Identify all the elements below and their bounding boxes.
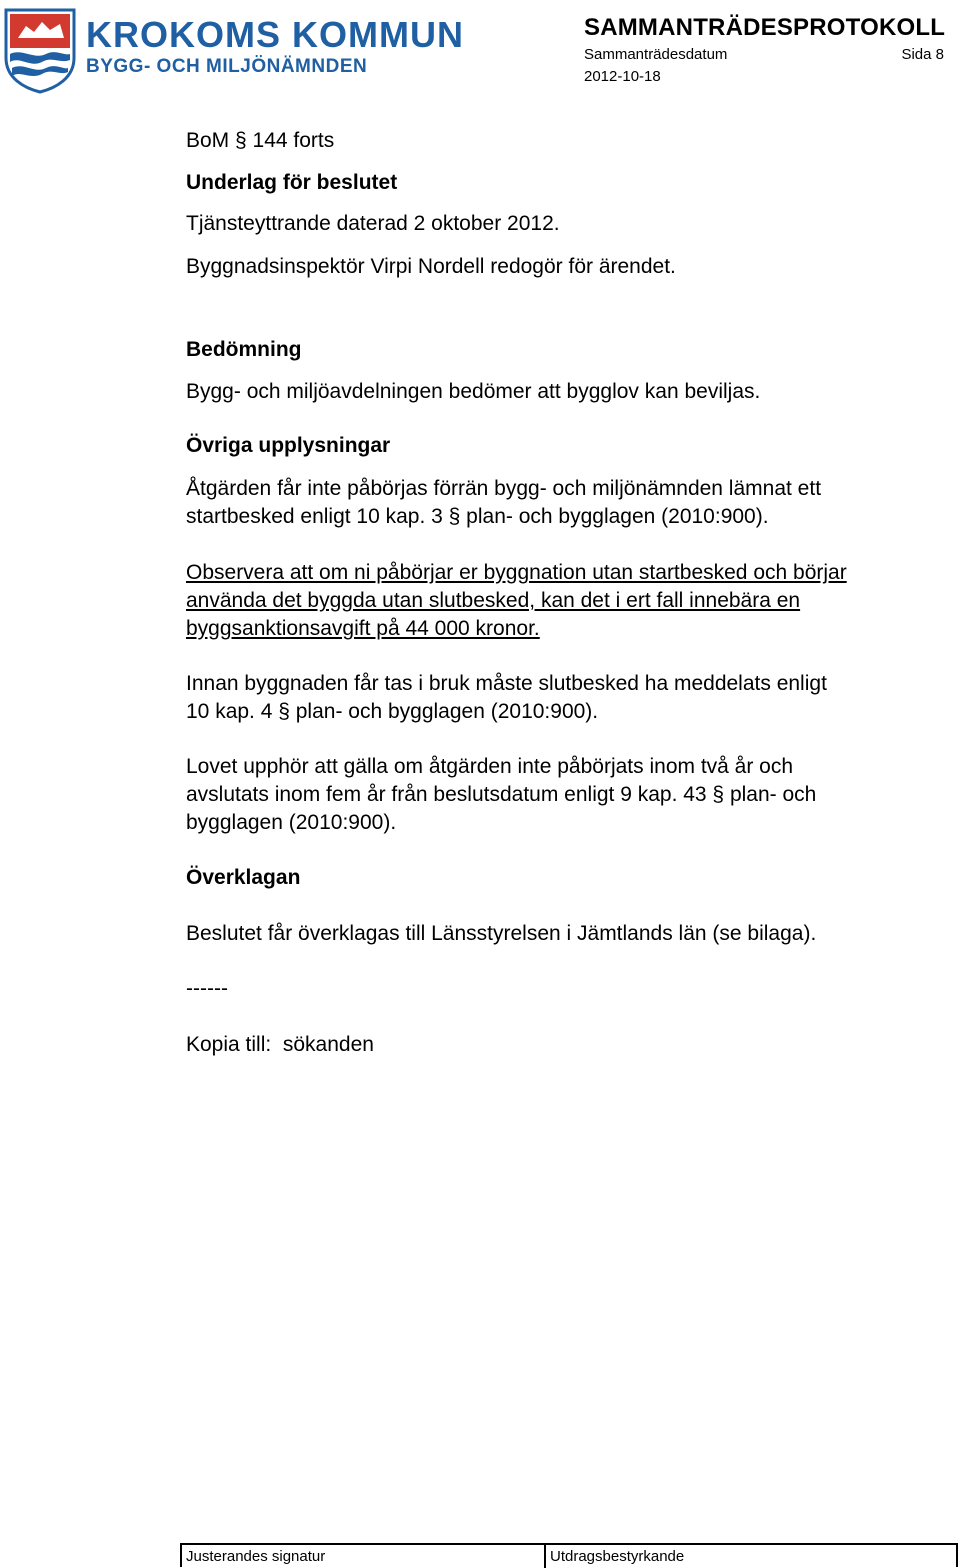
section-reference: BoM § 144 forts: [186, 129, 335, 152]
meeting-date: 2012-10-18: [584, 68, 661, 85]
organization-subtitle: BYGG- OCH MILJÖNÄMNDEN: [86, 56, 368, 77]
organization-name: KROKOMS KOMMUN: [86, 14, 464, 55]
meeting-date-label: Sammanträdesdatum: [584, 46, 728, 63]
copy-recipients: Kopia till: sökanden: [186, 1033, 374, 1056]
separator-text: ------: [186, 977, 228, 1000]
paragraph-slutbesked: Innan byggnaden får tas i bruk måste slutbesked ha meddelats enligt 10 kap. 4 § plan- och bygglagen (2010:900).: [186, 672, 827, 723]
organization-logo: [4, 8, 464, 98]
paragraph-lovet: Lovet upphör att gälla om åtgärden inte påbörjats inom två år och avslutats inom fem år från beslutsdatum enligt 9 kap. 43 § plan- och bygglagen (2010:900).: [186, 755, 817, 834]
excerpt-certification-label: Utdragsbestyrkande: [550, 1548, 685, 1565]
signature-footer: [180, 1543, 960, 1568]
paragraph-bedomning: Bygg- och miljöavdelningen bedömer att bygglov kan beviljas.: [186, 380, 761, 403]
paragraph-yttrande: Tjänsteyttrande daterad 2 oktober 2012.: [186, 212, 560, 235]
document-type: SAMMANTRÄDESPROTOKOLL: [584, 14, 946, 41]
paragraph-inspektor: Byggnadsinspektör Virpi Nordell redogör för ärendet.: [186, 255, 676, 278]
heading-ovriga: Övriga upplysningar: [186, 434, 391, 457]
signature-divider: [544, 1543, 546, 1568]
paragraph-startbesked: Åtgärden får inte påbörjas förrän bygg- och miljönämnden lämnat ett startbesked enligt 10 kap. 3 § plan- och bygglagen (2010:900).: [186, 477, 822, 528]
heading-overklagan: Överklagan: [186, 866, 301, 889]
page-number: Sida 8: [901, 46, 944, 63]
paragraph-overklagan: Beslutet får överklagas till Länsstyrelsen i Jämtlands län (se bilaga).: [186, 922, 817, 945]
header-meta-row: [584, 46, 944, 64]
municipal-shield-icon: [4, 8, 76, 94]
document-header: [584, 14, 944, 85]
heading-underlag: Underlag för beslutet: [186, 171, 398, 194]
heading-bedomning: Bedömning: [186, 338, 302, 361]
adjuster-signature-label: Justerandes signatur: [186, 1548, 326, 1565]
paragraph-observera: Observera att om ni påbörjar er byggnation utan startbesked och börjar använda det byggda utan slutbesked, kan det i ert fall innebära en byggsanktionsavgift på 44 000 kronor.: [186, 561, 847, 640]
